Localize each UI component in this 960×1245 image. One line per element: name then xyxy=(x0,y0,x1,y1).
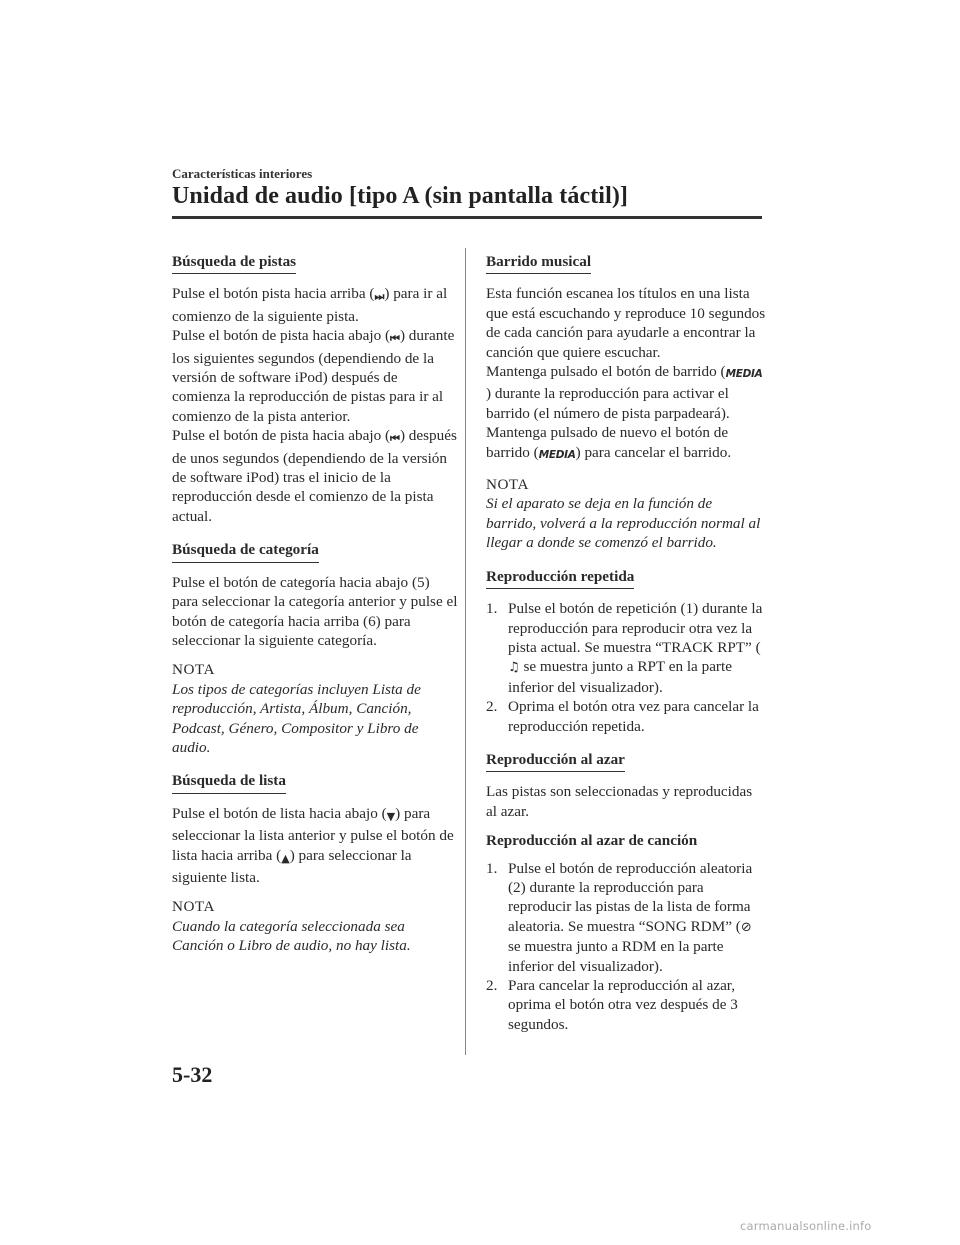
heading-busqueda-categoria: Búsqueda de categoría xyxy=(172,540,319,562)
heading-reproduccion-repetida: Reproducción repetida xyxy=(486,567,634,589)
media-button-icon: MEDIA xyxy=(725,368,763,381)
numbered-list xyxy=(486,859,766,1035)
heading-barrido-musical: Barrido musical xyxy=(486,252,591,274)
paragraph: Esta función escanea los títulos en una lista que está escuchando y reproduce 10 segundos de cada canción para ayudarle a encontrar la canción que quiere escuchar. Mantenga pulsado el botón de barrido (MEDIA) durante la reproducción para activar el barrido (el número de pista parpadeará). Mantenga pulsado de nuevo el botón de barrido (MEDIA) para cancelar el barrido. xyxy=(486,284,766,465)
heading-busqueda-lista: Búsqueda de lista xyxy=(172,771,286,793)
next-track-icon: ⏭ xyxy=(374,290,385,304)
music-note-icon: ♫ xyxy=(508,660,520,676)
note-text: Cuando la categoría seleccionada sea Canción o Libro de audio, no hay lista. xyxy=(172,917,411,955)
column-divider xyxy=(465,248,466,1055)
paragraph: Pulse el botón de lista hacia abajo (▼) para seleccionar la lista anterior y pulse el botón de lista hacia arriba (▲) para seleccionar la siguiente lista. xyxy=(172,804,454,886)
note-label: NOTA xyxy=(172,661,215,679)
paragraph: Las pistas son seleccionadas y reproducidas al azar. xyxy=(486,783,753,820)
paragraph: Pulse el botón de categoría hacia abajo (5) para seleccionar la categoría anterior y pulse el botón de categoría hacia arriba (6) para seleccionar la siguiente categoría. xyxy=(172,573,458,649)
subheading-azar-cancion: Reproducción al azar de canción xyxy=(486,832,698,850)
list-item: 1. Pulse el botón de reproducción aleatoria (2) durante la reproducción para reproducir las pistas de la lista de forma aleatoria. Se muestra “SONG RDM” (⊘ se muestra junto a RDM en la parte inferior del visualizador). xyxy=(486,859,753,975)
note-text: Los tipos de categorías incluyen Lista de reproducción, Artista, Álbum, Canción, Podcast, Género, Compositor y Libro de audio. xyxy=(172,680,421,756)
watermark: carmanualsonline.info xyxy=(740,1219,872,1233)
list-item: 2. Para cancelar la reproducción al azar, oprima el botón otra vez después de 3 segundos. xyxy=(486,977,738,1033)
previous-track-icon: ⏮ xyxy=(390,332,400,346)
numbered-list xyxy=(486,599,766,736)
note-text: Si el aparato se deja en la función de barrido, volverá a la reproducción normal al llegar a donde se comenzó el barrido. xyxy=(486,495,761,552)
heading-busqueda-pistas: Búsqueda de pistas xyxy=(172,252,296,274)
up-triangle-icon: ▲ xyxy=(281,851,290,865)
header-divider xyxy=(172,216,762,219)
paragraph: Pulse el botón pista hacia arriba (⏭) para ir al comienzo de la siguiente pista. Pulse el botón de pista hacia abajo (⏮) durante los siguientes segundos (dependiendo de la versión de software iPod) después de comienza la reproducción de pistas para ir al comienzo de la pista anterior. Pulse el botón de pista hacia abajo (⏮) después de unos segundos (dependiendo de la versión de software iPod) tras el inicio de la reproducción desde el comienzo de la pista actual. xyxy=(172,285,457,525)
note-label: NOTA xyxy=(172,898,215,916)
random-disc-icon: ⊘ xyxy=(740,919,752,935)
previous-track-icon: ⏮ xyxy=(390,432,400,446)
page-title: Unidad de audio [tipo A (sin pantalla táctil)] xyxy=(172,183,629,209)
left-column xyxy=(172,252,458,966)
heading-reproduccion-azar: Reproducción al azar xyxy=(486,750,625,772)
media-button-icon: MEDIA xyxy=(538,448,576,461)
section-category: Características interiores xyxy=(172,166,313,181)
down-triangle-icon: ▼ xyxy=(386,809,396,823)
note-label: NOTA xyxy=(486,476,529,494)
page-number: 5-32 xyxy=(172,1062,213,1087)
list-item: 1. Pulse el botón de repetición (1) durante la reproducción para reproducir otra vez la pista actual. Se muestra “TRACK RPT” (♫ se muestra junto a RPT en la parte inferior del visualizador). xyxy=(486,600,763,696)
list-item: 2. Oprima el botón otra vez para cancelar la reproducción repetida. xyxy=(486,698,759,735)
right-column xyxy=(486,252,766,1044)
